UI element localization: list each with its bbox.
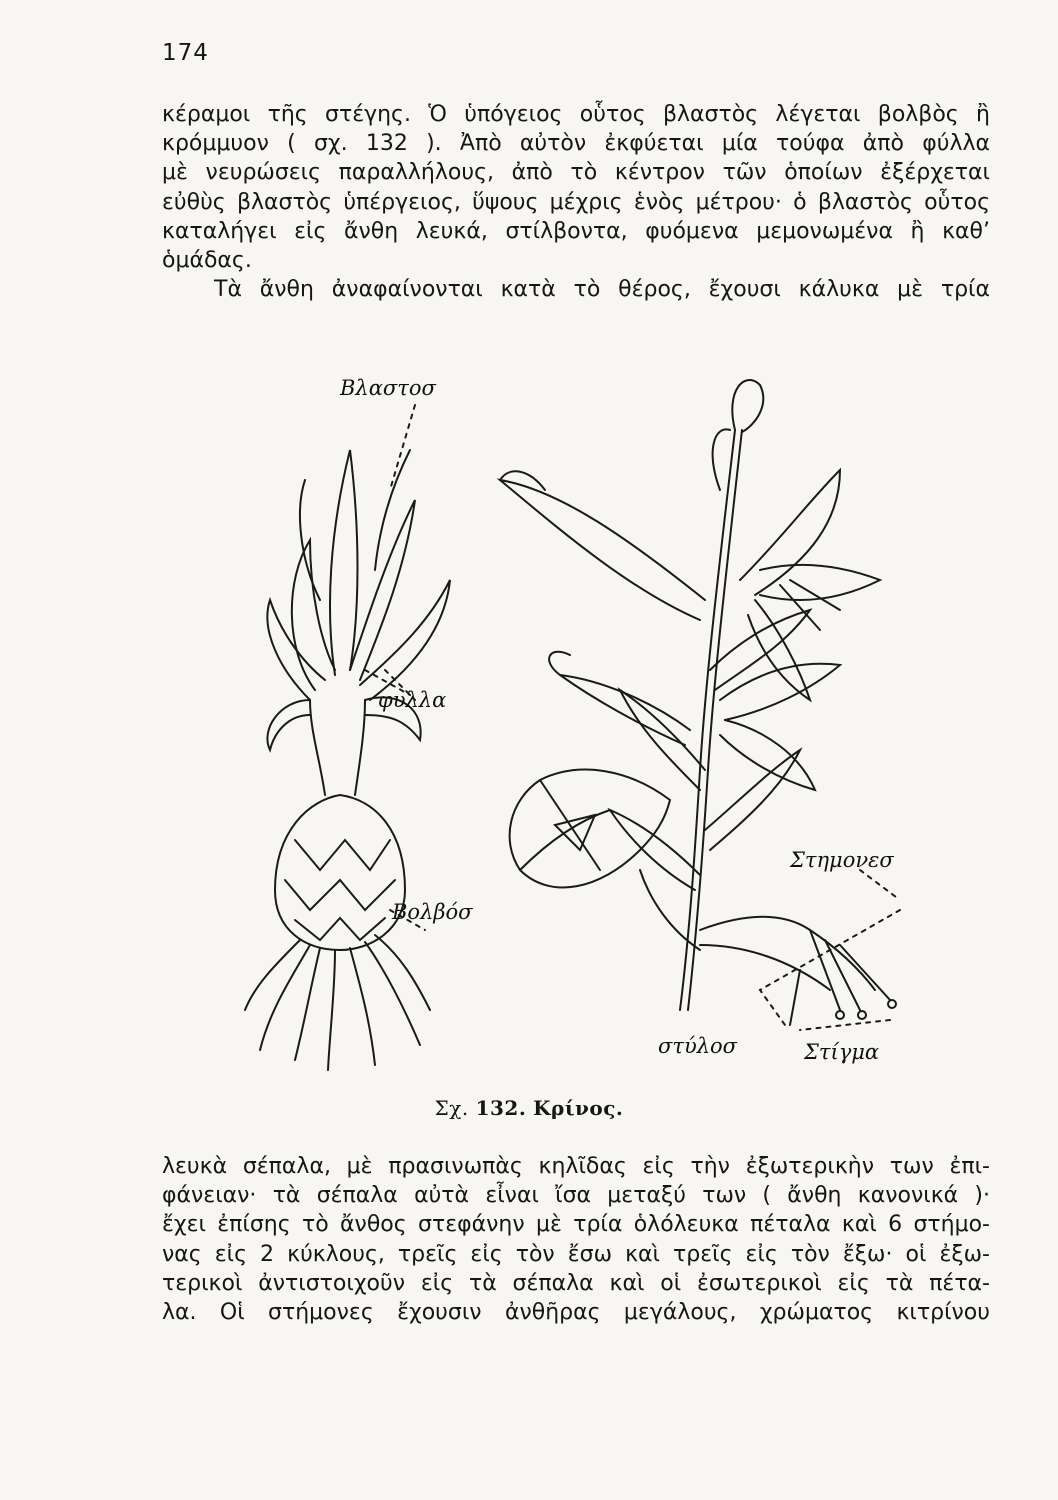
text-line: ὁμάδας. <box>162 248 252 274</box>
label-bulb: Βολβόσ <box>392 900 473 924</box>
text-line: λα. Οἱ στήμονες ἔχουσιν ἀνθῆρας μεγάλους, χρώματος κιτρίνου <box>162 1300 990 1326</box>
figure-caption <box>0 1096 1058 1120</box>
paragraph-top <box>162 100 990 304</box>
page-number: 174 <box>162 40 209 66</box>
text-line: καταλήγει εἰς ἄνθη λευκά, στίλβοντα, φυόμενα μεμονωμένα ἢ καθ’ <box>162 218 990 244</box>
label-stamens: Στημονεσ <box>790 848 894 872</box>
text-line: τερικοὶ ἀντιστοιχοῦν εἰς τὰ σέπαλα καὶ οἱ ἐσωτερικοὶ εἰς τὰ πέτα- <box>162 1270 990 1296</box>
lily-illustration <box>200 370 920 1090</box>
text-line: Τὰ ἄνθη ἀναφαίνονται κατὰ τὸ θέρος, ἔχουσι κάλυκα μὲ τρία <box>214 277 990 303</box>
text-line: μὲ νευρώσεις παραλλήλους, ἀπὸ τὸ κέντρον τῶν ὁποίων ἐξέρχεται <box>162 160 990 186</box>
label-style: στύλοσ <box>658 1034 738 1058</box>
caption-number: 132. <box>475 1096 527 1120</box>
label-shoot: Βλαστοσ <box>340 376 436 400</box>
label-leaves: φυλλα <box>378 688 447 712</box>
label-stigma: Στίγμα <box>804 1040 880 1064</box>
text-line: φάνειαν· τὰ σέπαλα αὐτὰ εἶναι ἴσα μεταξύ των ( ἄνθη κανονικά )· <box>162 1183 990 1209</box>
text-line: νας εἰς 2 κύκλους, τρεῖς εἰς τὸν ἔσω καὶ τρεῖς εἰς τὸν ἔξω· οἱ ἐξω- <box>162 1241 990 1267</box>
caption-title: Κρίνος. <box>533 1096 624 1120</box>
bulb-plant <box>245 450 450 1070</box>
text-line: εὐθὺς βλαστὸς ὑπέργειος, ὕψους μέχρις ἑνὸς μέτρου· ὁ βλαστὸς οὗτος <box>162 189 990 215</box>
lily-drawing <box>200 370 920 1090</box>
paragraph-bottom <box>162 1152 990 1327</box>
text-line: κρόμμυον ( σχ. 132 ). Ἀπὸ αὐτὸν ἐκφύεται μία τούφα ἀπὸ φύλλα <box>162 131 990 157</box>
text-line: κέραμοι τῆς στέγης. Ὁ ὑπόγειος οὗτος βλαστὸς λέγεται βολβὸς ἢ <box>162 102 990 127</box>
lily-flowering-stem <box>500 380 896 1025</box>
caption-prefix: Σχ. <box>434 1096 469 1120</box>
text-line: λευκὰ σέπαλα, μὲ πρασινωπὰς κηλῖδας εἰς τὴν ἐξωτερικὴν των ἐπι- <box>162 1154 990 1179</box>
text-line: ἔχει ἐπίσης τὸ ἄνθος στεφάνην μὲ τρία ὁλόλευκα πέταλα καὶ 6 στήμο- <box>162 1212 990 1238</box>
